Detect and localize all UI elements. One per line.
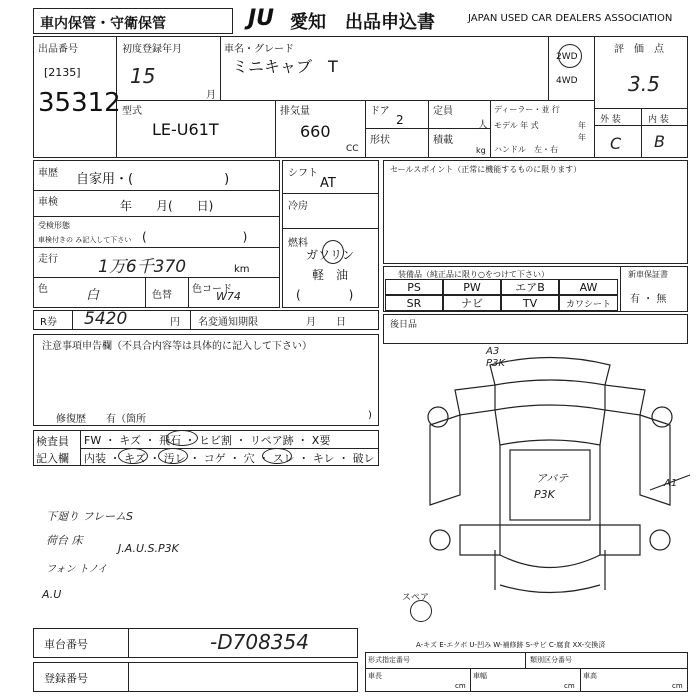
color-code-label: 色コード (192, 284, 232, 295)
length-unit: cm (455, 682, 466, 690)
fuel-diesel: 軽 油 (312, 268, 349, 282)
interior-value: B (654, 132, 665, 151)
reg-number-label: 登録番号 (44, 672, 88, 685)
mark-p3k-bed: P3K (534, 488, 555, 501)
sales-point-box (383, 160, 688, 264)
mark-a1: A1 (664, 478, 678, 489)
exterior-label: 外 装 (600, 115, 621, 125)
equip-sr: SR (385, 295, 443, 311)
color-value: 白 (86, 288, 100, 303)
height-unit: cm (672, 682, 683, 690)
acceptance-label: 受検形態 (38, 221, 70, 230)
mark-abate: アバテ (536, 472, 569, 485)
tax-value: 5420 (84, 309, 128, 329)
color-label: 色 (38, 284, 48, 295)
org-name: 愛知 (290, 12, 326, 33)
handle-label: ハンドル 左・右 (494, 145, 558, 154)
note-line-4: フォン トノイ (46, 564, 108, 575)
equip-aw: AW (559, 279, 618, 295)
load-label: 積載 (433, 135, 453, 146)
lot-number-label: 出品番号 (38, 44, 78, 55)
mark-p3k-front: P3K (486, 358, 505, 369)
equip-pw: PW (443, 279, 501, 295)
history-value: 自家用・( ) (76, 172, 230, 187)
width-unit: cm (564, 682, 575, 690)
displacement-value: 660 (300, 122, 331, 141)
inspector-row-1: FW ・ キズ ・ 飛石 ・ ヒビ割 ・ リペア跡 ・ X要 (84, 434, 331, 447)
spare-label: スペア (402, 593, 430, 603)
ac-label: 冷房 (288, 201, 308, 212)
name-change-label: 名変通知期限 (198, 317, 258, 328)
inspection-value: 年 月( 日) (120, 199, 214, 213)
dealer-label: ディーラー・並 行 (494, 105, 560, 114)
inspector-row-2: 内装 ・ キズ ・ 汚レ ・ コゲ ・ 穴 ・ スレ ・ キレ ・ 破レ (84, 452, 375, 465)
km-unit: km (234, 264, 250, 275)
model-label: 型式 (122, 106, 142, 117)
first-reg-value: 15 (130, 64, 156, 88)
equip-airbag: エアB (501, 279, 559, 295)
later-items-label: 後日品 (390, 320, 418, 330)
storage-tag-text: 車内保管・守衛保管 (40, 16, 166, 32)
lot-sub-code: [2135] (44, 66, 81, 79)
mark-a3: A3 (486, 346, 500, 357)
lot-number: 35312 (38, 88, 121, 118)
class-label: 類別区分番号 (530, 656, 572, 664)
circle-kizu (118, 448, 148, 464)
org-english: JAPAN USED CAR DEALERS ASSOCIATION (468, 13, 673, 24)
type-code-label: 形式指定番号 (368, 656, 410, 664)
width-label: 車幅 (473, 672, 487, 680)
person-unit: 人 (478, 120, 488, 131)
name-change-value: 月 日 (306, 317, 346, 328)
acceptance-paren: ( ) (142, 230, 248, 244)
equip-leather: カワシート (559, 295, 618, 311)
note-line-1: 下廻り フレームS (46, 510, 134, 523)
repair-close: ) (368, 410, 372, 421)
equip-navi: ナビ (443, 295, 501, 311)
note-line-5: A.U (42, 588, 62, 601)
drive-4wd: 4WD (556, 76, 578, 86)
later-items-box (383, 314, 688, 344)
capacity-label: 定員 (433, 106, 453, 117)
chassis-value: -D708354 (210, 630, 309, 654)
inspector-label-1: 検査員 (36, 435, 69, 448)
eval-label: 評 価 点 (614, 44, 664, 55)
note-line-3: J.A.U.S.P3K (118, 542, 179, 555)
history-label: 車歴 (38, 168, 58, 179)
length-label: 車長 (368, 672, 382, 680)
spare-circle (410, 600, 432, 622)
sales-point-label: セールスポイント（正常に機能するものに限ります） (390, 165, 582, 174)
exterior-value: C (610, 134, 622, 153)
month-unit: 月 (206, 90, 216, 101)
fuel-label: 燃料 (288, 238, 308, 249)
fuel-gas-circle (322, 240, 344, 264)
color-change-label: 色替 (152, 290, 172, 301)
mileage-label: 走行 (38, 254, 58, 265)
damage-legend: A-キズ E-エクボ U-凹み W-補修跡 S-サビ C-腐食 XX-交換済 (416, 641, 606, 649)
tax-label: R券 (40, 317, 57, 328)
notes-label: 注意事項申告欄（不具合内容等は具体的に記入して下さい） (42, 341, 312, 352)
shape-label: 形状 (370, 135, 390, 146)
model-year-label: モデル 年 式 (494, 121, 539, 130)
warranty-value: 有 ・ 無 (630, 294, 667, 305)
repair-label: 修復歴 有（箇所 (56, 414, 146, 425)
cc-unit: CC (346, 144, 359, 154)
form-title: 出品申込書 (345, 12, 435, 33)
circle-tobiishi (166, 430, 198, 446)
car-name-value: ミニキャブ T (232, 57, 338, 76)
ju-logo: JU (248, 6, 275, 31)
chassis-label: 車台番号 (44, 638, 88, 651)
model-value: LE-U61T (152, 120, 219, 139)
circle-sure (262, 448, 292, 464)
equipment-label: 装備品（純正品に限り○をつけて下さい） (398, 270, 549, 279)
storage-tag (33, 8, 233, 34)
doors-value: 2 (396, 113, 404, 127)
fuel-gas: ガソリン (306, 248, 355, 262)
shift-value: AT (320, 176, 336, 191)
inspection-label: 車検 (38, 197, 58, 208)
equip-tv: TV (501, 295, 559, 311)
eval-value: 3.5 (628, 72, 660, 96)
kg-unit: kg (476, 146, 486, 155)
year-unit-1: 年 (578, 121, 586, 130)
drive-2wd: 2WD (556, 52, 578, 62)
note-line-2: 荷台 床 (46, 534, 83, 547)
inspector-label-2: 記入欄 (36, 452, 69, 465)
car-name-label: 車名・グレード (224, 44, 294, 55)
doors-label: ドア (370, 106, 390, 117)
height-label: 車高 (583, 672, 597, 680)
interior-label: 内 装 (648, 115, 669, 125)
spec-box (365, 652, 688, 692)
circle-yogore (158, 448, 188, 464)
drive-2wd-circle (558, 44, 582, 68)
shift-label: シフト (288, 168, 318, 179)
acceptance-note: 車検付きの み記入して下さい (38, 236, 132, 244)
mileage-value: 1万6千370 (98, 257, 187, 277)
first-reg-label: 初度登録年月 (122, 44, 182, 55)
warranty-label: 新車保証書 (628, 270, 668, 279)
fuel-paren: ( ) (296, 288, 354, 302)
color-code-value: W74 (216, 290, 241, 303)
equip-ps: PS (385, 279, 443, 295)
displacement-label: 排気量 (280, 106, 310, 117)
year-unit-2: 年 (578, 133, 586, 142)
yen-unit: 円 (170, 317, 180, 328)
